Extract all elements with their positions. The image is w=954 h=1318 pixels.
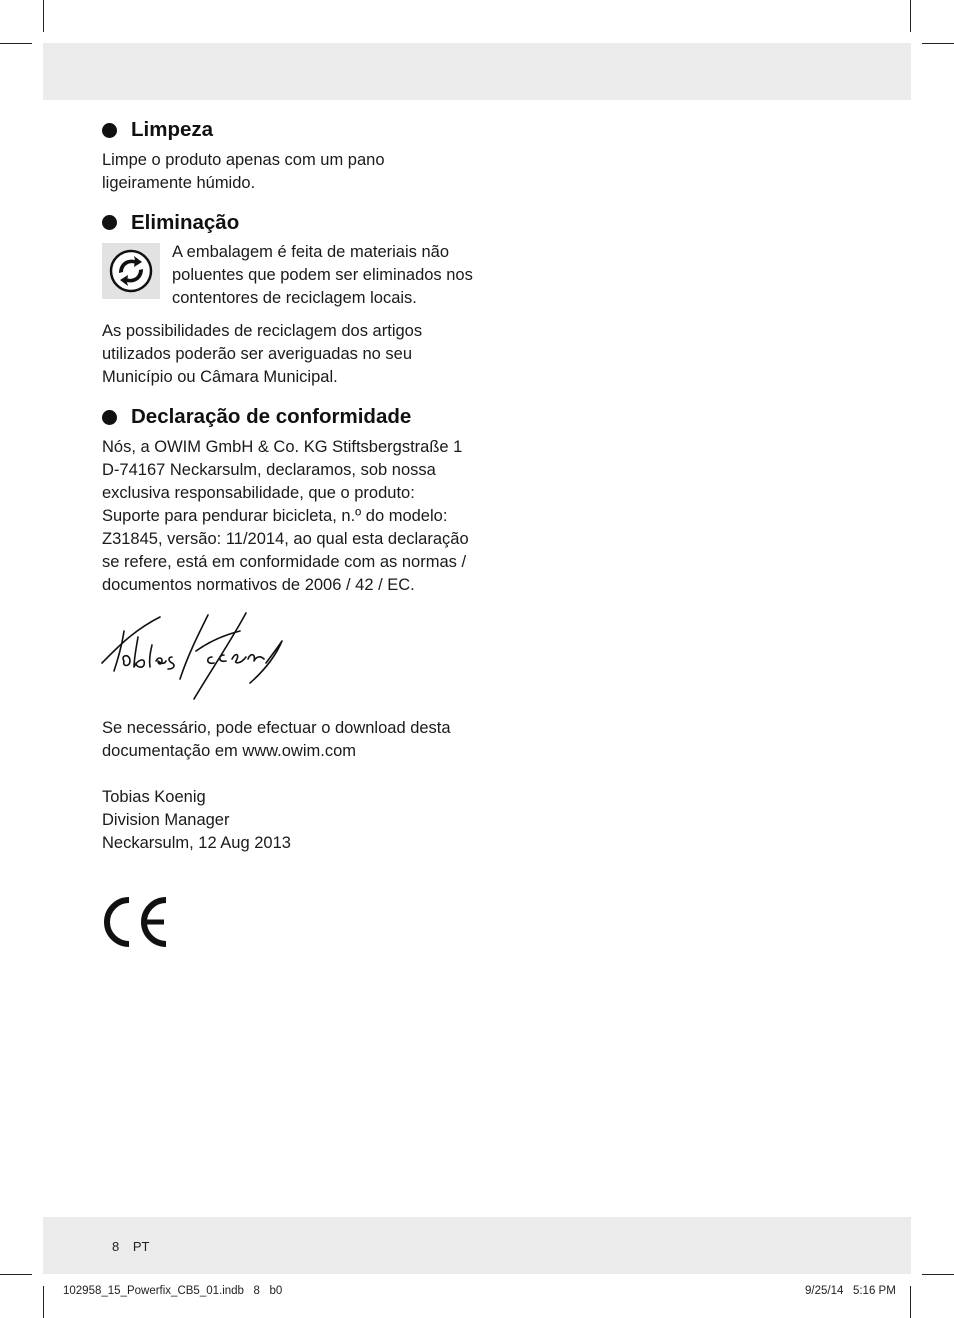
- conformity-text: Nós, a OWIM GmbH & Co. KG Stiftsbergstraße 1 D-74167 Neckarsulm, declaramos, sob nossa exclusiva responsabilidade, que o produto: Suporte para pendurar bicicleta, n.º do modelo: Z31845, versão: 11/2014, ao qual esta declaração se refere, está em conformidade com as normas / documentos normativos de 2006 / 42 / EC.: [102, 437, 469, 594]
- place-date: Neckarsulm, 12 Aug 2013: [102, 833, 291, 852]
- crop-mark: [0, 1274, 32, 1275]
- packaging-text: A embalagem é feita de materiais não poluentes que podem ser eliminados nos contentores de reciclagem locais.: [172, 243, 473, 308]
- download-text: Se necessário, pode efectuar o download desta documentação em www.owim.com: [102, 718, 451, 760]
- heading-text: Declaração de conformidade: [131, 405, 412, 429]
- content-column: [102, 118, 477, 968]
- cleaning-text: Limpe o produto apenas com um pano ligeiramente húmido.: [102, 150, 385, 192]
- signer-block: [102, 786, 477, 855]
- crop-mark: [922, 1274, 954, 1275]
- language-code: PT: [132, 1239, 150, 1254]
- signer-title: Division Manager: [102, 810, 230, 829]
- print-slug-date: 9/25/14 5:16 PM: [805, 1285, 896, 1297]
- page-number: 8: [112, 1239, 120, 1254]
- bullet-dot-icon: [102, 410, 117, 425]
- recycling-text: As possibilidades de reciclagem dos artigos utilizados poderão ser averiguadas no seu Município ou Câmara Municipal.: [102, 322, 423, 387]
- crop-mark: [43, 0, 44, 32]
- crop-mark: [0, 43, 32, 44]
- section-heading: [102, 405, 477, 430]
- heading-text: Eliminação: [131, 210, 240, 234]
- section-disposal: [102, 211, 477, 390]
- crop-mark: [910, 1286, 911, 1318]
- footer-band: [43, 1217, 911, 1274]
- section-heading: [102, 211, 477, 236]
- heading-text: Limpeza: [131, 118, 214, 141]
- page-number-label: [112, 1239, 149, 1254]
- crop-mark: [922, 43, 954, 44]
- crop-mark: [43, 1286, 44, 1318]
- print-slug-file: 102958_15_Powerfix_CB5_01.indb 8 b0: [63, 1285, 283, 1297]
- section-conformity: [102, 405, 477, 952]
- section-heading: [102, 118, 477, 143]
- section-cleaning: [102, 118, 477, 195]
- bullet-dot-icon: [102, 123, 117, 138]
- signer-name: Tobias Koenig: [102, 787, 206, 806]
- ce-mark-icon: [102, 897, 477, 952]
- packaging-row: [102, 241, 477, 310]
- crop-mark: [910, 0, 911, 32]
- green-dot-recycle-icon: [102, 243, 160, 299]
- bullet-dot-icon: [102, 215, 117, 230]
- header-band: [43, 43, 911, 100]
- handwritten-signature: [100, 611, 477, 707]
